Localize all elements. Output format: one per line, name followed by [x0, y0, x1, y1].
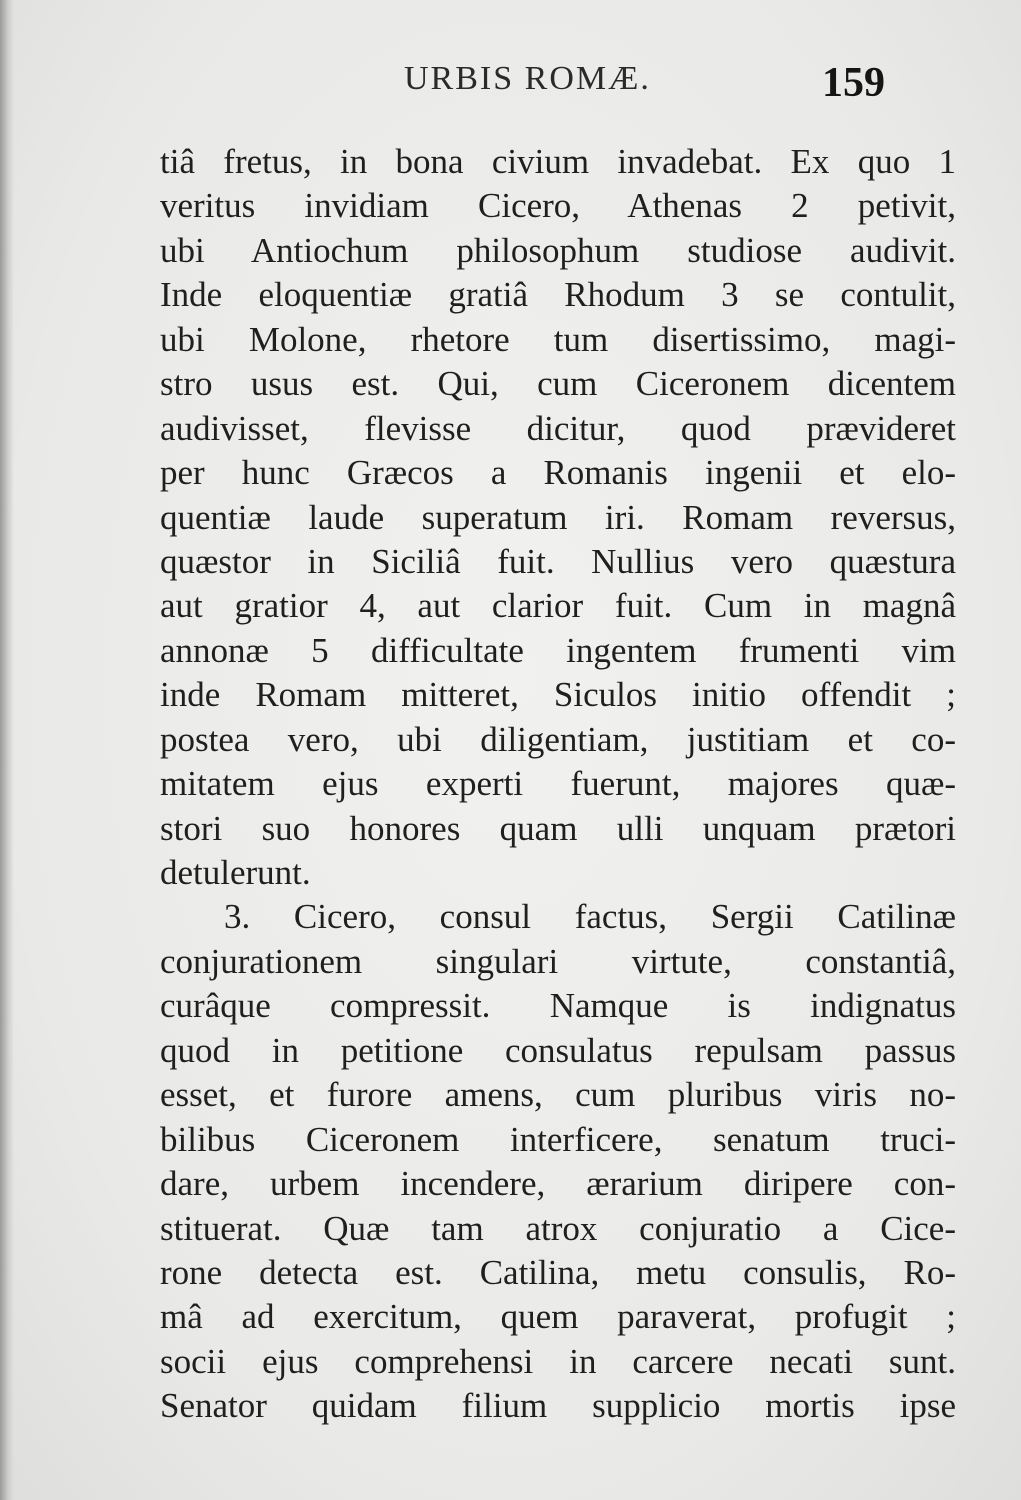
text-line: quæstor in Siciliâ fuit. Nullius vero quæstura — [160, 541, 956, 581]
text-line: ubi Molone, rhetore tum disertissimo, magi- — [160, 319, 956, 359]
text-line: Senator quidam filium supplicio mortis ipse — [160, 1386, 956, 1426]
text-line: socii ejus comprehensi in carcere necati sunt. — [160, 1341, 956, 1381]
text-line: postea vero, ubi diligentiam, justitiam et co- — [160, 719, 956, 759]
text-line: curâque compressit. Namque is indignatus — [160, 986, 956, 1026]
text-line: quentiæ laude superatum iri. Romam reversus, — [160, 497, 956, 537]
paragraph-end-line: detulerunt. — [160, 853, 311, 892]
text-line: esset, et furore amens, cum pluribus viris no- — [160, 1075, 956, 1115]
text-line: conjurationem singulari virtute, constantiâ, — [160, 941, 956, 981]
text-line: Inde eloquentiæ gratiâ Rhodum 3 se contulit, — [160, 275, 956, 315]
page-number: 159 — [822, 60, 885, 106]
text-line: mâ ad exercitum, quem paraverat, profugit ; — [160, 1297, 956, 1337]
page-gutter-edge — [0, 0, 14, 1500]
paragraph-start-line: 3. Cicero, consul factus, Sergii Catilinæ — [224, 897, 956, 937]
text-line: tiâ fretus, in bona civium invadebat. Ex quo 1 — [160, 142, 956, 181]
text-line: stori suo honores quam ulli unquam prætori — [160, 808, 956, 848]
text-line: mitatem ejus experti fuerunt, majores quæ- — [160, 764, 956, 804]
text-line: inde Romam mitteret, Siculos initio offendit ; — [160, 675, 956, 715]
text-line: dare, urbem incendere, ærarium diripere con- — [160, 1164, 956, 1204]
text-line: quod in petitione consulatus repulsam passus — [160, 1030, 956, 1070]
text-line: stro usus est. Qui, cum Ciceronem dicentem — [160, 364, 956, 404]
body-text — [160, 140, 956, 1429]
text-line: veritus invidiam Cicero, Athenas 2 petivit, — [160, 186, 956, 226]
text-line: stituerat. Quæ tam atrox conjuratio a Cice- — [160, 1208, 956, 1248]
text-line: ubi Antiochum philosophum studiose audivit. — [160, 230, 956, 270]
text-line: audivisset, flevisse dicitur, quod prævideret — [160, 408, 956, 448]
text-line: annonæ 5 difficultate ingentem frumenti vim — [160, 630, 956, 670]
text-line: bilibus Ciceronem interficere, senatum truci- — [160, 1119, 956, 1159]
running-head: URBIS ROMÆ. — [404, 60, 651, 97]
text-line: per hunc Græcos a Romanis ingenii et elo- — [160, 453, 956, 493]
text-line: rone detecta est. Catilina, metu consulis, Ro- — [160, 1252, 956, 1292]
text-line: aut gratior 4, aut clarior fuit. Cum in magnâ — [160, 586, 956, 626]
